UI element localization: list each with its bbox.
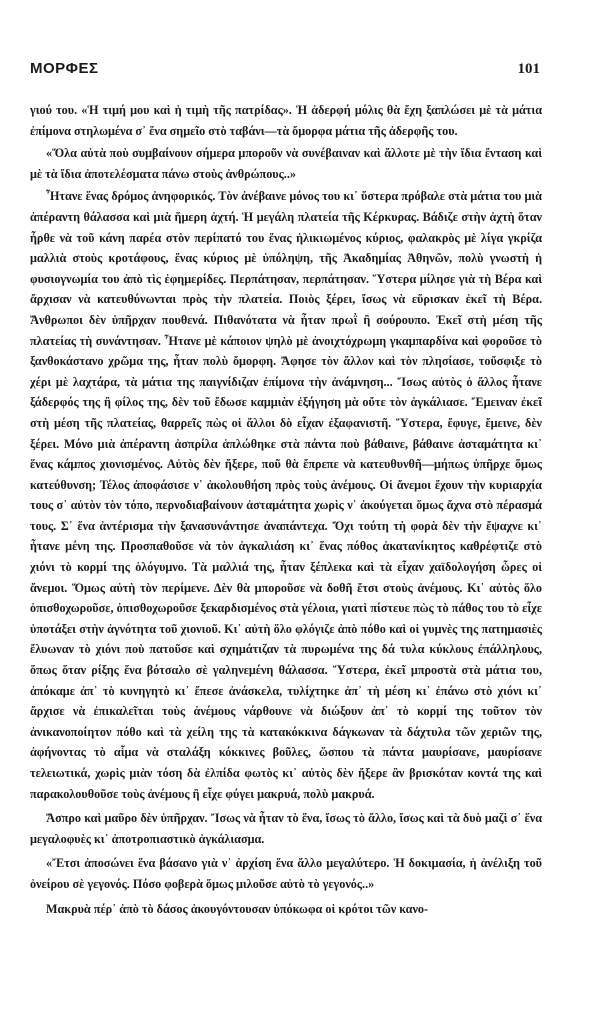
body-text	[30, 100, 542, 919]
paragraph-5: «Ἔτσι ἀποσώνει ἕνα βάσανο γιὰ ν᾿ ἀρχίση ἕνα ἄλλο μεγαλύτερο. Ἡ δοκιμασία, ἡ ἀνέλιξη τοῦ ὀνείρου σὲ γεγονός. Πόσο φοβερὰ ὅμως μιλοῦσε αὐτὸ τὸ γεγονός..»	[30, 856, 542, 891]
book-page	[30, 60, 542, 923]
page-number: 101	[517, 61, 540, 77]
paragraph-4: Ἄσπρο καὶ μαῦρο δὲν ὑπῆρχαν. Ἴσως νὰ ἦταν τὸ ἕνα, ἴσως τὸ ἄλλο, ἴσως καὶ τὰ δυὸ μαζὶ σ᾿ ἕνα μεγαλοφυὲς κι᾿ ἀποτροπιαστικὸ ἀγκάλιασμα.	[30, 811, 542, 846]
paragraph-3: Ἦτανε ἕνας δρόμος ἀνηφορικός. Τὸν ἀνέβαινε μόνος του κι᾿ ὕστερα πρόβαλε στὰ μάτια του μιὰ ἀπέραντη θάλασσα καὶ μιὰ ἥμερη ἀχτή. Ἡ μεγάλη πλατεία τῆς Κέρκυρας. Βάδιζε στὴν ἀχτὴ ὅταν ἦρθε νὰ τοῦ κάνη παρέα στὸν περίπατό του ἕνας ἡλικιωμένος κύριος, φαλακρὸς μὲ λίγα γκρίζα μαλλιὰ στοὺς κροτάφους, ἕνας κύριος μὲ ὑπόληψη, τῆς Ἀκαδημίας Ἀθηνῶν, πολὺ γνωστὴ ἡ φυσιογνωμία του ἀπὸ τὶς ἐφημερίδες. Περπάτησαν, περπάτησαν. Ὕστερα μίλησε γιὰ τὴ Βέρα καὶ ἄρχισαν νὰ κατευθύνωνται πρὸς τὴν πλατεία. Ποιὸς ξέρει, ἴσως νὰ εὕρισκαν ἐκεῖ τὴ Βέρα. Ἄνθρωποι δὲν ὑπῆρχαν πουθενά. Πιθανότατα νὰ ἦταν πρωῒ ἢ σούρουπο. Ἐκεῖ στὴ μέση τῆς πλατείας τὴ συνάντησαν. Ἦτανε μὲ κάποιον ψηλὸ μὲ ἀνοιχτόχρωμη γκαμπαρδίνα καὶ φοροῦσε τὸ ξανθοκάστανο χρῶμα της, ἦταν πολὺ ὄμορφη. Ἄφησε τὸν ἄλλον καὶ τὸν πλησίασε, τοὔσφιξε τὸ χέρι μὲ λαχτάρα, τὰ μάτια της παιγνίδιζαν ἐπίμονα τὴν ἀνάμνηση... Ἴσως αὐτὸς ὁ ἄλλος ἦτανε ξάδερφός της ἢ φίλος της, δὲν τοῦ ἔδωσε καμμιὰν ἐξήγηση μὰ οὔτε τὸν ἀγκάλιασε. Ἔμειναν ἐκεῖ στὴ μέση τῆς πλατείας, θαρρεῖς πὼς οἱ ἄλλοι δὸ εἶχαν ἐξαφανιστῆ. Ὕστερα, ἔφυγε, ἔμεινε, δὲν ξέρει. Μόνο μιὰ ἀπέραντη ἀσπρίλα ἁπλώθηκε στὰ πάντα ποὺ βάθαινε, βάθαινε ἀσταμάτητα κι᾿ ἕνας κάμπος χιονισμένος. Αὐτὸς δὲν ἤξερε, ποῦ θὰ ἔπρεπε νὰ κατευθυνθῆ—μήπως ὑπῆρχε ὅμως κατεύθυνση; Τέλος ἀποφάσισε ν᾿ ἀκολουθήση πρὸς τοὺς ἀνέμους. Οἱ ἄνεμοι ἔχουν τὴν κυριαρχία τους σ᾿ αὐτὸν τὸν τόπο, περνοδιαβαίνουν ἀσταμάτητα χωρὶς ν᾿ ἀκούγεται ὅμως ἄχνα στὸ πέρασμά τους. Σ᾿ ἕνα ἀντέρισμα τὴν ξανασυνάντησε ἀναπάντεχα. Ὄχι τούτη τὴ φορὰ δὲν τὴν ἔψαχνε κι᾿ ἦτανε μένη της. Προσπαθοῦσε νὰ τὸν ἀγκαλιάση κι᾿ ἕνας πόθος ἀκατανίκητος καθρέφτιζε στὸ χιόνι τὸ κορμί της ὁλόγυμνο. Τὰ μαλλιά της, ἦταν ξέπλεκα καὶ τὰ εἶχαν χαϊδολογήση ὧρες οἱ ἄνεμοι. Ὅμως αὐτὴ τὸν περίμενε. Δὲν θὰ μποροῦσε νὰ δοθῆ ἔτσι στοὺς ἀνέμους. Κι᾿ αὐτὸς ὅλο ὀπισθοχωροῦσε, ὀπισθοχωροῦσε ξεκαρδισμένος στὰ γέλοια, γιατὶ πίστευε πὼς τὸ πάθος του τὸ εἶχε ὑποτάξει στὴν ἀγνότητα τοῦ χιονιοῦ. Κι᾿ αὐτὴ ὅλο φλόγιζε ἀπὸ πόθο καὶ οἱ γυμνὲς της πατημασιὲς ἔλυωναν τὸ χιόνι ποὺ πατοῦσε καὶ σχημάτιζαν τὰ πυρωμένα της δά τυλα κύκλους ἐπάλληλους, ὅπως ὅταν ρίξης ἕνα βότσαλο σὲ γαληνεμένη θάλασσα. Ὕστερα, ἐκεῖ μπροστὰ στὰ μάτια του, ἀπόκαμε ἀπ᾿ τὸ κυνηγητὸ κι᾿ ἔπεσε ἀνάσκελα, τυλίχτηκε ἀπ᾿ τὴ μέση κι᾿ ἐπάνω στὸ χιόνι κι᾿ ἄρχισε νὰ ἐπικαλεῖται τοὺς ἀνέμους νάρθουνε νὰ διώξουν ἀπ᾿ τὸ κορμί της τοῦτον τὸν ἀνικανοποίητον πόθο καὶ τὰ χείλη της τὰ κατακόκκινα δάγκωναν τὰ δάχτυλα τῶν χεριῶν της, ἀφήνοντας τὸ αἷμα νὰ σταλάξη κόκκινες βοῦλες, ὥσπου τὰ πάντα μαυρίσανε, μαυρίσανε τελειωτικά, χωρὶς μιὰν τόση δὰ ἐλπίδα φωτὸς κι᾿ αὐτὸς δὲν ἤξερε ἂν βρισκόταν κοντά της καὶ παρακολουθοῦσε τοὺς ἀνέμους ἢ εἶχε φύγει μακρυά, πολὺ μακρυά.	[30, 189, 542, 801]
running-title: ΜΟΡΦΕΣ	[30, 60, 99, 77]
page-header	[30, 60, 542, 86]
paragraph-6: Μακρυὰ πέρ᾿ ἀπὸ τὸ δάσος ἀκουγόντουσαν ὑπόκωφα οἱ κρότοι τῶν κανο-	[46, 901, 429, 916]
paragraph-1: γιού του. «Ἡ τιμή μου καὶ ἡ τιμὴ τῆς πατρίδας». Ἡ ἀδερφή μόλις θὰ ἔχη ξαπλώσει μὲ τὰ μάτια ἐπίμονα στηλωμένα σ᾿ ἕνα σημεῖο στὸ ταβάνι—τὰ ὄμορφα μάτια τῆς ἀδερφῆς του.	[30, 103, 542, 138]
paragraph-2: «Ὅλα αὐτὰ ποὺ συμβαίνουν σήμερα μποροῦν νὰ συνέβαιναν καὶ ἄλλοτε μὲ τὴν ἴδια ἔνταση καὶ μὲ τὰ ἴδια ἀποτελέσματα πάνω στοὺς ἀνθρώπους..»	[30, 146, 542, 181]
